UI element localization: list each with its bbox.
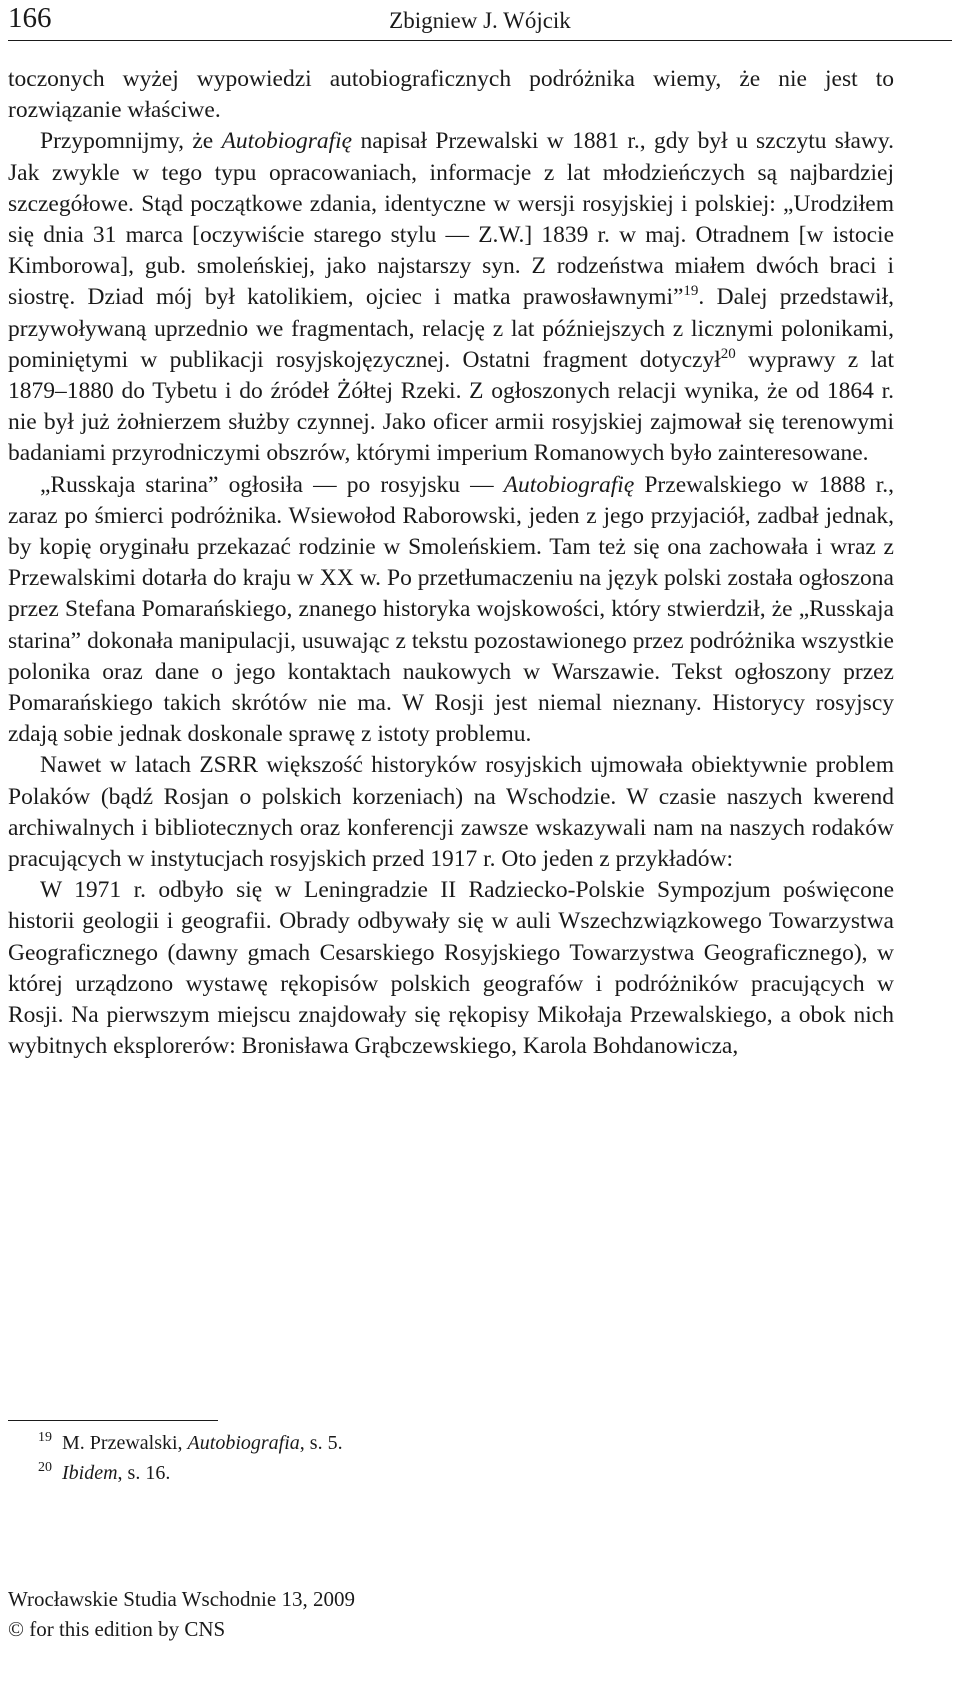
- footnote-ref-19[interactable]: 19: [683, 283, 699, 300]
- footnote-text: M. Przewalski,: [62, 1432, 188, 1454]
- page-header: [8, 0, 952, 41]
- running-head: Zbigniew J. Wójcik: [389, 8, 571, 33]
- paragraph-3-text-c: Przewalskiego w 1888 r., zaraz po śmierci podróżnika. Wsiewołod Raborowski, jeden z jego przyjaciół, zadbał jednak, by kopię oryginału przekazać rodzinie w Smoleńskiem. Tam też się ona zachowała i wraz z Przewalskimi dotarła do kraju w XX w. Po przetłumaczeniu na język polski została ogłoszona przez Stefana Pomarańskiego, znanego historyka wojskowości, który stwierdził, że „Russkaja starina” dokonała manipulacji, usuwając z tekstu pozostawionego przez podróżnika wszystkie polonika oraz dane o jego kontaktach naukowych w Warszawie. Tekst ogłoszony przez Pomarańskiego takich skrótów nie ma. W Rosji jest niemal nieznany. Historycy rosyjscy zdają sobie jednak doskonale sprawę z istoty problemu.: [8, 471, 894, 748]
- main-text: [8, 64, 894, 1063]
- copyright-notice: © for this edition by CNS: [8, 1617, 226, 1641]
- footnote-number: 19: [38, 1430, 52, 1446]
- paragraph-2-text-e: wyprawy z lat 1879–1880 do Tybetu i do źródeł Żółtej Rzeki. Z ogłoszonych relacji wynika, że od 1864 r. nie był już żołnierzem służby czynnej. Jako oficer armii rosyjskiej zajmował się terenowymi badaniami przyrodniczymi obszrów, którymi imperium Romanowych było zainteresowane.: [8, 346, 894, 467]
- paragraph-4-text: Nawet w latach ZSRR większość historyków rosyjskich ujmowała obiektywnie problem Polaków (bądź Rosjan o polskich korzeniach) na Wschodzie. W czasie naszych kwerend archiwalnych i bibliotecznych oraz konferencji zawsze wskazywali nam na naszych rodaków pracujących w instytucjach rosyjskich przed 1917 r. Oto jeden z przykładów:: [8, 752, 894, 873]
- paragraph-4: [8, 750, 894, 875]
- paragraph-5-text: W 1971 r. odbyło się w Leningradzie II Radziecko-Polskie Sympozjum poświęcone historii geologii i geografii. Obrady odbywały się w auli Wszechzwiązkowego Towarzystwa Geograficznego (dawny gmach Cesarskiego Rosyjskiego Towarzystwa Geograficznego), w której urządzono wystawę rękopisów polskich geografów i podróżników pracujących w Rosji. Na pierwszym miejscu znajdowały się rękopisy Mikołaja Przewalskiego, a obok nich wybitnych eksplorerów: Bronisława Grąbczewskiego, Karola Bohdanowicza,: [8, 877, 894, 1060]
- footnote-number: 20: [38, 1460, 52, 1476]
- paragraph-5: [8, 875, 894, 1062]
- paragraph-2-text-d: . Dalej przedstawił, przywoływaną uprzednio we fragmentach, relację z lat późniejszych z licznymi polonikami, pominiętymi w publikacji rosyjskojęzycznej. Ostatni fragment dotyczył: [8, 284, 894, 373]
- footnote-italic: Autobiografia: [187, 1432, 300, 1454]
- paragraph-1: [8, 64, 894, 126]
- paragraph-3-text-a: „Russkaja starina” ogłosiła — po rosyjsku —: [40, 471, 504, 498]
- footnote-text: , s. 5.: [299, 1432, 343, 1454]
- paragraph-2: [8, 126, 894, 469]
- footnotes: [38, 1428, 343, 1488]
- italic-title-autobiografie: Autobiografię: [221, 128, 353, 155]
- italic-title-autobiografie-2: Autobiografię: [503, 471, 635, 498]
- footnote-italic: Ibidem: [62, 1462, 118, 1484]
- footnote-20: [38, 1458, 343, 1488]
- paragraph-3: [8, 470, 894, 751]
- footnote-ref-20[interactable]: 20: [720, 346, 736, 362]
- page-footer: [8, 1584, 355, 1644]
- paragraph-1-text: toczonych wyżej wypowiedzi autobiograficznych podróżnika wiemy, że nie jest to rozwiązanie właściwe.: [8, 66, 894, 124]
- paragraph-2-text-a: Przypomnijmy, że: [40, 128, 222, 155]
- footnote-divider: [8, 1420, 218, 1421]
- footnote-19: [38, 1428, 343, 1458]
- paragraph-2-text-c: napisał Przewalski w 1881 r., gdy był u szczytu sławy. Jak zwykle w tego typu opracowaniach, informacje z lat młodzieńczych są najbardziej szczegółowe. Stąd początkowe zdania, identyczne w wersji rosyjskiej i polskiej: „Urodziłem się dnia 31 marca [oczywiście starego stylu — Z.W.] 1839 r. w maj. Otradnem [w istocie Kimborowa], gub. smoleńskiej, jako najstarszy syn. Z rodzeństwa miałem dwóch braci i siostrę. Dziad mój był katolikiem, ojciec i matka prawosławnymi”: [8, 128, 894, 311]
- footnote-text: , s. 16.: [117, 1462, 171, 1484]
- page-number: 166: [8, 2, 52, 34]
- journal-name: Wrocławskie Studia Wschodnie 13, 2009: [8, 1587, 355, 1611]
